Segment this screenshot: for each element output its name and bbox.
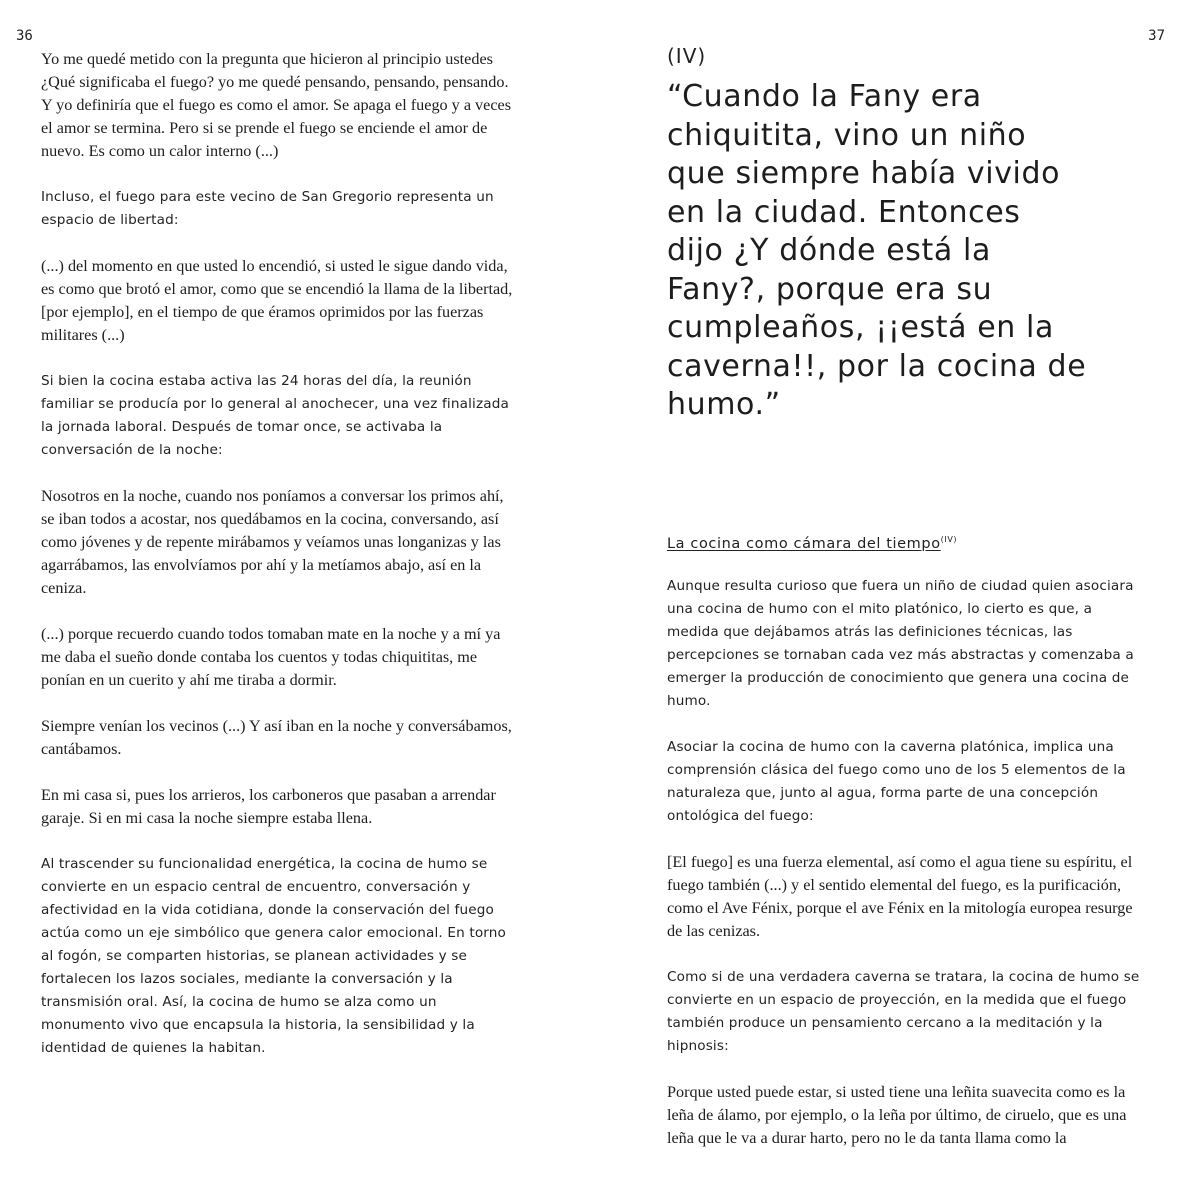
pull-quote: “Cuando la Fany era chiquitita, vino un niño que siempre había vivido en la ciudad. Entonces dijo ¿Y dónde está la Fany?, porque era su cumpleaños, ¡¡está en la caverna!!, por la cocina de humo.”: [667, 79, 1087, 422]
section-marker: (IV): [667, 44, 707, 68]
section-heading-text: La cocina como cámara del tiempo: [667, 535, 941, 552]
section-heading: [667, 535, 1143, 552]
page-number-right: 37: [1148, 28, 1165, 44]
body-paragraph: Aunque resulta curioso que fuera un niño de ciudad quien asociara una cocina de humo con el mito platónico, lo cierto es que, a medida que dejábamos atrás las definiciones técnicas, las percepciones se tornaban cada vez más abstractas y comenzaba a emerger la producción de conocimiento que genera una cocina de humo.: [667, 578, 1134, 710]
body-paragraph: Incluso, el fuego para este vecino de San Gregorio representa un espacio de libertad:: [41, 189, 494, 228]
testimony-quote: En mi casa si, pues los arrieros, los carboneros que pasaban a arrendar garaje. Si en mi casa la noche siempre estaba llena.: [41, 786, 496, 827]
testimony-quote: (...) del momento en que usted lo encendió, si usted le sigue dando vida, es como que brotó el amor, como que se encendió la llama de la libertad, [por ejemplo], en el tiempo de que éramos oprimidos por las fuerzas militares (...): [41, 257, 513, 344]
page-number-left: 36: [16, 28, 33, 44]
testimony-quote: (...) porque recuerdo cuando todos tomaban mate en la noche y a mí ya me daba el sueño donde contaba los cuentos y todas chiquititas, me ponían en un cuerito y ahí me tiraba a dormir.: [41, 625, 501, 689]
testimony-quote: Porque usted puede estar, si usted tiene una leñita suavecita como es la leña de álamo, por ejemplo, o la leña por último, de ciruelo, que es una leña que le va a durar harto, pero no le da tanta llama como la: [667, 1083, 1127, 1148]
body-paragraph: Si bien la cocina estaba activa las 24 horas del día, la reunión familiar se producía por lo general al anochecer, una vez finalizada la jornada laboral. Después de tomar once, se activaba la conversación de la noche:: [41, 373, 509, 458]
left-page-column: [41, 48, 517, 1083]
section-heading-note: (IV): [940, 534, 958, 544]
testimony-quote: Nosotros en la noche, cuando nos poníamos a conversar los primos ahí, se iban todos a acostar, nos quedábamos en la cocina, conversando, así como jóvenes y de repente mirábamos y veíamos unas longanizas y las agarrábamos, las envolvíamos por ahí y la metíamos abajo, así en la ceniza.: [41, 487, 504, 597]
right-page-column: [667, 44, 1143, 1173]
body-paragraph: Al trascender su funcionalidad energética, la cocina de humo se convierte en un espacio central de encuentro, conversación y afectividad en la vida cotidiana, donde la conservación del fuego actúa como un eje simbólico que genera calor emocional. En torno al fogón, se comparten historias, se planean actividades y se fortalecen los lazos sociales, mediante la conversación y la transmisión oral. Así, la cocina de humo se alza como un monumento vivo que encapsula la historia, la sensibilidad y la identidad de quienes la habitan.: [41, 856, 507, 1056]
testimony-quote: Siempre venían los vecinos (...) Y así iban en la noche y conversábamos, cantábamos.: [41, 717, 512, 758]
body-paragraph: Asociar la cocina de humo con la caverna platónica, implica una comprensión clásica del fuego como uno de los 5 elementos de la naturaleza que, junto al agua, forma parte de una concepción ontológica del fuego:: [667, 739, 1126, 825]
body-paragraph: Como si de una verdadera caverna se tratara, la cocina de humo se convierte en un espacio de proyección, en la medida que el fuego también produce un pensamiento cercano a la meditación y la hipnosis:: [667, 969, 1140, 1055]
testimony-quote: [El fuego] es una fuerza elemental, así como el agua tiene su espíritu, el fuego también (...) y el sentido elemental del fuego, es la purificación, como el Ave Fénix, porque el ave Fénix en la mitología europea resurge de las cenizas.: [667, 853, 1133, 941]
testimony-quote: Yo me quedé metido con la pregunta que hicieron al principio ustedes ¿Qué significaba el fuego? yo me quedé pensando, pensando, pensando. Y yo definiría que el fuego es como el amor. Se apaga el fuego y a veces el amor se termina. Pero si se prende el fuego se enciende el amor de nuevo. Es como un calor interno (...): [41, 50, 512, 160]
